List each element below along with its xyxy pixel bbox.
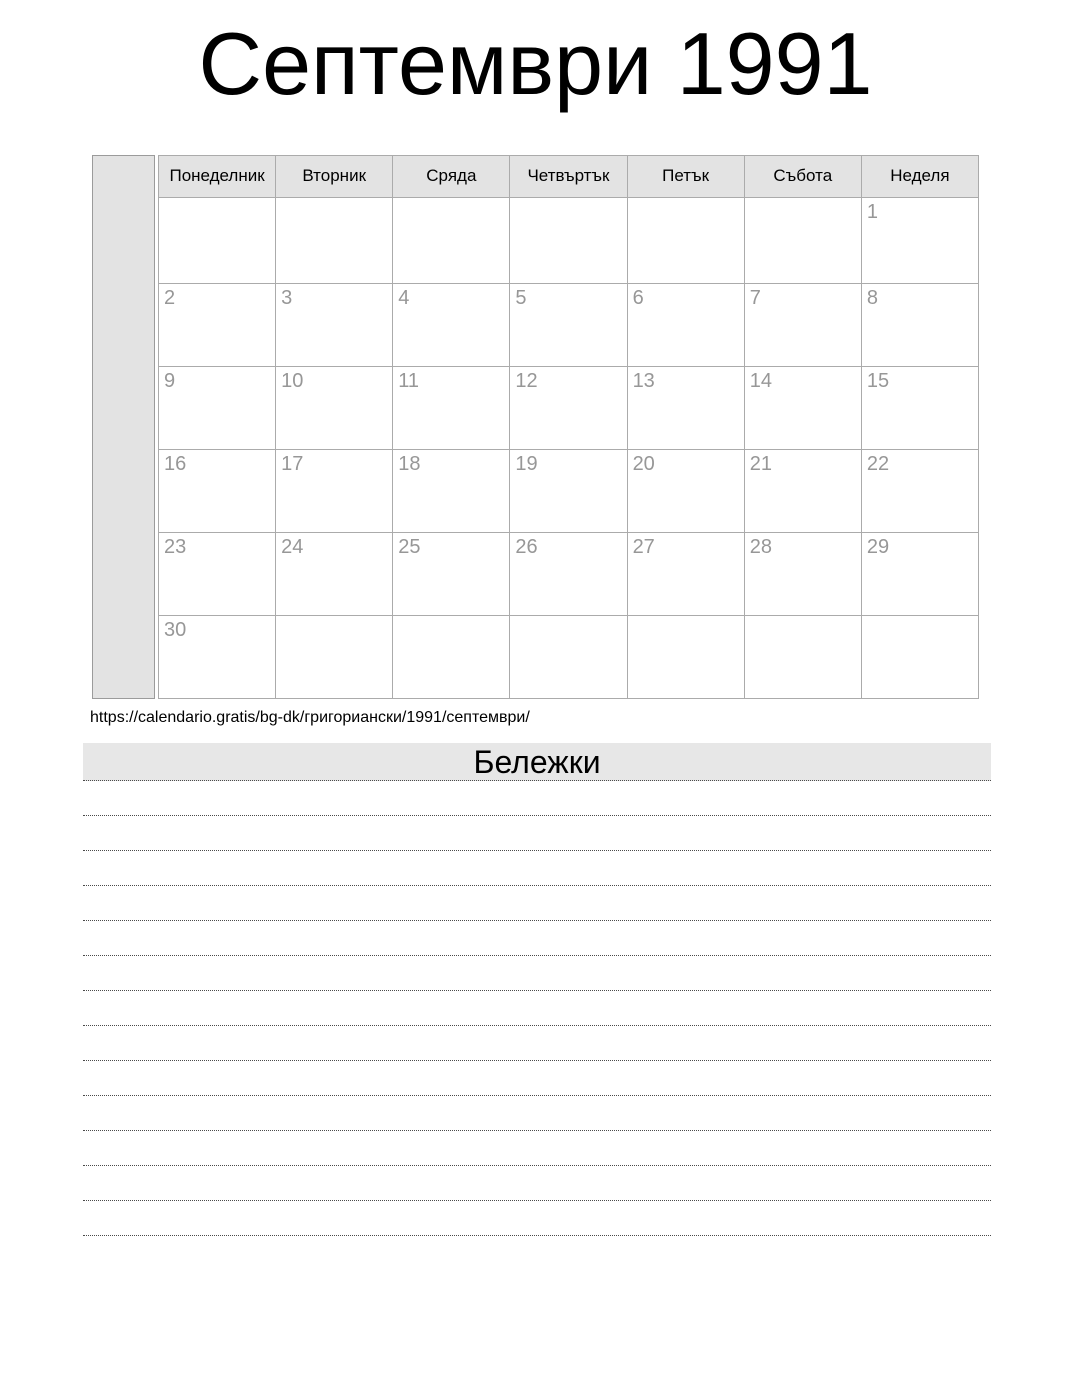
day-cell	[627, 197, 744, 283]
notes-line	[83, 816, 991, 851]
day-cell: 8	[861, 283, 978, 366]
day-cell: 25	[393, 532, 510, 615]
weekday-header-row	[159, 155, 979, 197]
week-row-5	[159, 532, 979, 615]
day-cell: 10	[276, 366, 393, 449]
weekday-header-monday: Понеделник	[159, 155, 276, 197]
week-row-4	[159, 449, 979, 532]
day-cell	[276, 197, 393, 283]
week-row-6	[159, 615, 979, 698]
week-row-3	[159, 366, 979, 449]
day-cell: 1	[861, 197, 978, 283]
day-cell	[744, 615, 861, 698]
weekday-header-wednesday: Сряда	[393, 155, 510, 197]
page-title: Септември 1991	[198, 14, 873, 113]
weekday-header-thursday: Четвъртък	[510, 155, 627, 197]
weekday-header-saturday: Събота	[744, 155, 861, 197]
day-cell: 15	[861, 366, 978, 449]
notes-line	[83, 851, 991, 886]
day-cell	[276, 615, 393, 698]
day-cell: 2	[159, 283, 276, 366]
weekday-header-friday: Петък	[627, 155, 744, 197]
day-cell: 13	[627, 366, 744, 449]
day-cell: 17	[276, 449, 393, 532]
day-cell: 29	[861, 532, 978, 615]
weekday-header-sunday: Неделя	[861, 155, 978, 197]
day-cell: 21	[744, 449, 861, 532]
notes-line	[83, 1201, 991, 1236]
week-number-column	[92, 155, 155, 699]
notes-title: Бележки	[83, 743, 991, 781]
day-cell: 12	[510, 366, 627, 449]
day-cell: 7	[744, 283, 861, 366]
notes-line	[83, 921, 991, 956]
day-cell: 3	[276, 283, 393, 366]
day-cell	[159, 197, 276, 283]
day-cell: 19	[510, 449, 627, 532]
day-cell: 14	[744, 366, 861, 449]
day-cell: 16	[159, 449, 276, 532]
notes-line	[83, 1061, 991, 1096]
source-url-link[interactable]: https://calendario.gratis/bg-dk/григориански/1991/септември/	[90, 708, 530, 726]
notes-line	[83, 956, 991, 991]
notes-line	[83, 1026, 991, 1061]
notes-line	[83, 781, 991, 816]
day-cell: 27	[627, 532, 744, 615]
notes-section	[83, 743, 991, 1236]
day-cell: 5	[510, 283, 627, 366]
notes-line	[83, 1131, 991, 1166]
calendar	[92, 155, 1071, 699]
day-cell: 24	[276, 532, 393, 615]
day-cell: 9	[159, 366, 276, 449]
calendar-table	[158, 155, 979, 699]
day-cell: 22	[861, 449, 978, 532]
notes-line	[83, 1096, 991, 1131]
day-cell: 18	[393, 449, 510, 532]
week-row-2	[159, 283, 979, 366]
day-cell: 11	[393, 366, 510, 449]
day-cell	[744, 197, 861, 283]
weekday-header-tuesday: Вторник	[276, 155, 393, 197]
day-cell	[861, 615, 978, 698]
day-cell: 30	[159, 615, 276, 698]
day-cell	[510, 197, 627, 283]
day-cell: 26	[510, 532, 627, 615]
day-cell: 6	[627, 283, 744, 366]
notes-line	[83, 886, 991, 921]
notes-line	[83, 991, 991, 1026]
day-cell: 4	[393, 283, 510, 366]
day-cell: 23	[159, 532, 276, 615]
day-cell: 20	[627, 449, 744, 532]
day-cell	[627, 615, 744, 698]
day-cell	[393, 615, 510, 698]
week-row-1	[159, 197, 979, 283]
day-cell	[393, 197, 510, 283]
day-cell: 28	[744, 532, 861, 615]
day-cell	[510, 615, 627, 698]
notes-line	[83, 1166, 991, 1201]
